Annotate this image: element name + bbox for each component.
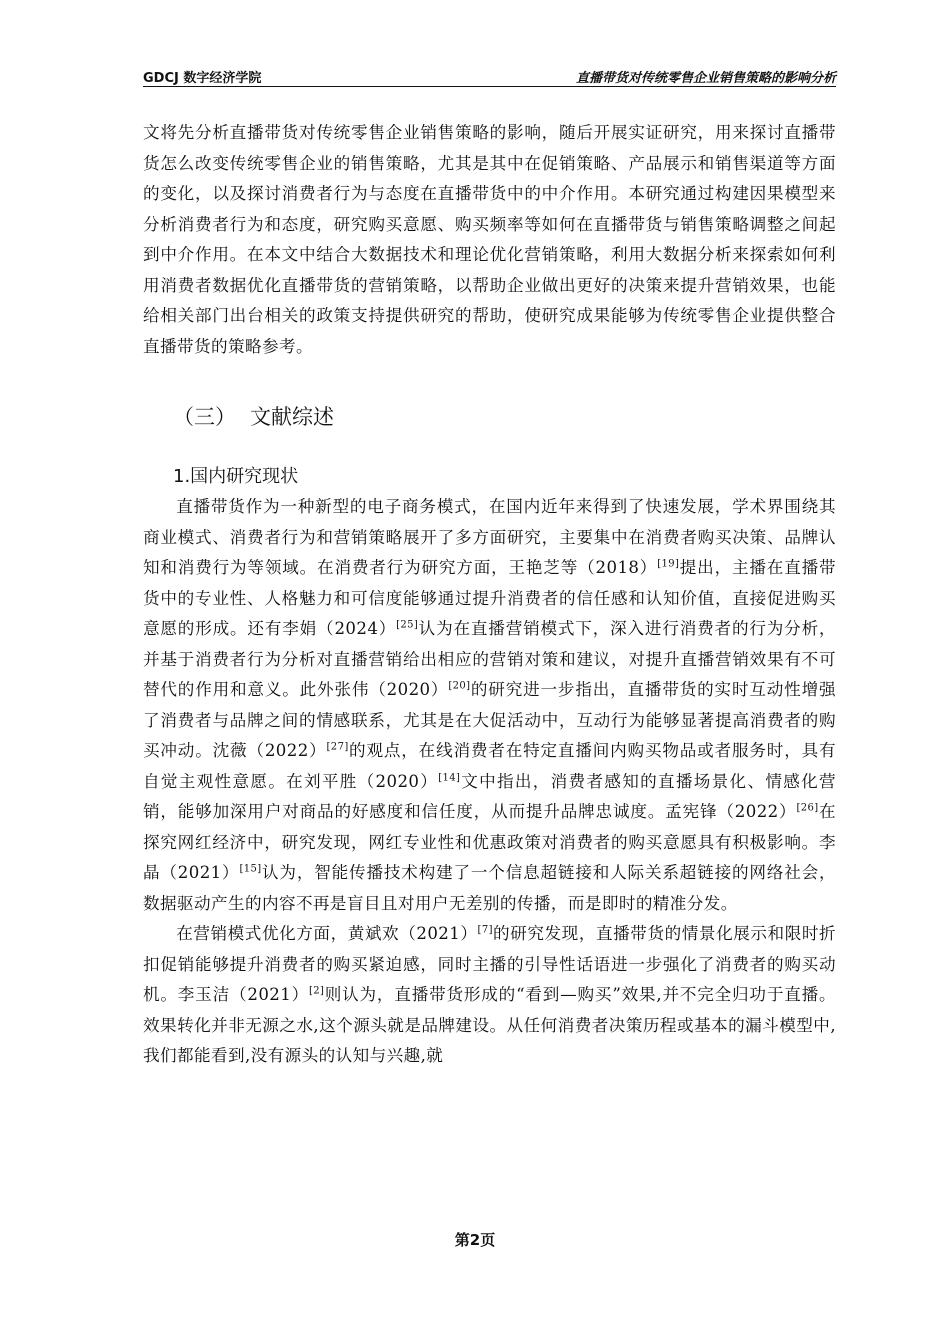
section-heading [173,400,836,434]
citation-marker: [2] [308,985,325,997]
citation-marker: [19] [657,558,680,570]
page-body [143,118,836,1072]
citation-marker: [15] [239,863,262,875]
citation-marker: [26] [796,802,819,814]
page-number: 第2页 [454,1231,496,1249]
section-title: 文献综述 [250,405,334,429]
text-run: 认为在直播营销模式下，深入进行消费者的行为分析，并基于消费者行为分析对直播营销给出相应的营销对策和建议，对提升直播营销效果有不可替代的作用和意义。此外张伟（2020） [143,619,836,699]
citation-marker: [7] [477,924,493,936]
text-run: 则认为，直播带货形成的“看到—购买”效果,并不完全归功于直播。效果转化并非无源之水,这个源头就是品牌建设。从任何消费者决策历程或基本的漏斗模型中,我们都能看到,没有源头的认知与兴趣,就 [143,985,836,1065]
citation-marker: [27] [326,741,349,753]
subsection-heading: 1.国内研究现状 [173,466,299,487]
text-run: 的研究进一步指出，直播带货的实时互动性增强了消费者与品牌之间的情感联系，尤其是在大促活动中，互动行为能够显著提高消费者的购买冲动。沈薇（2022） [143,680,836,760]
text-run: 在探究网红经济中，研究发现，网红专业性和优惠政策对消费者的购买意愿具有积极影响。李晶（2021） [143,802,836,882]
citation-marker: [25] [396,619,419,631]
marketing-optimization-paragraph [143,919,836,1072]
section-number: （三） [173,405,236,429]
text-run: 的观点，在线消费者在特定直播间内购买物品或者服务时，具有自觉主观性意愿。在刘平胜（2020） [143,741,837,791]
text-run: 直播带货作为一种新型的电子商务模式，在国内近年来得到了快速发展，学术界围绕其商业模式、消费者行为和营销策略展开了多方面研究，主要集中在消费者购买决策、品牌认知和消费行为等领域。在消费者行为研究方面，王艳芝等（2018） [143,497,836,577]
header-institution: GDCJ 数字经济学院 [143,71,262,86]
domestic-research-paragraph [143,492,836,919]
page-header [143,66,836,87]
text-run: 文中指出，消费者感知的直播场景化、情感化营销，能够加深用户对商品的好感度和信任度，从而提升品牌忠诚度。孟宪锋（2022） [143,771,836,821]
citation-marker: [20] [448,680,471,692]
text-run: 认为，智能传播技术构建了一个信息超链接和人际关系超链接的网络社会，数据驱动产生的内容不再是盲目且对用户无差别的传播，而是即时的精准分发。 [143,863,837,913]
text-run: 的研究发现，直播带货的情景化展示和限时折扣促销能够提升消费者的购买紧迫感，同时主播的引导性话语进一步强化了消费者的购买动机。李玉洁（2021） [143,924,836,1004]
header-paper-title: 直播带货对传统零售企业销售策略的影响分析 [575,71,836,86]
citation-marker: [14] [438,771,461,783]
text-run: 在营销模式优化方面，黄斌欢（2021） [176,924,478,943]
intro-paragraph: 文将先分析直播带货对传统零售企业销售策略的影响，随后开展实证研究，用来探讨直播带货怎么改变传统零售企业的销售策略，尤其是其中在促销策略、产品展示和销售渠道等方面的变化，以及探讨消费者行为与态度在直播带货中的中介作用。本研究通过构建因果模型来分析消费者行为和态度，研究购买意愿、购买频率等如何在直播带货与销售策略调整之间起到中介作用。在本文中结合大数据技术和理论优化营销策略，利用大数据分析来探索如何利用消费者数据优化直播带货的营销策略，以帮助企业做出更好的决策来提升营销效果，也能给相关部门出台相关的政策支持提供研究的帮助，使研究成果能够为传统零售企业提供整合直播带货的策略参考。 [143,123,836,356]
text-run: 提出，主播在直播带货中的专业性、人格魅力和可信度能够通过提升消费者的信任感和认知价值，直接促进购买意愿的形成。还有李娟（2024） [143,558,836,638]
